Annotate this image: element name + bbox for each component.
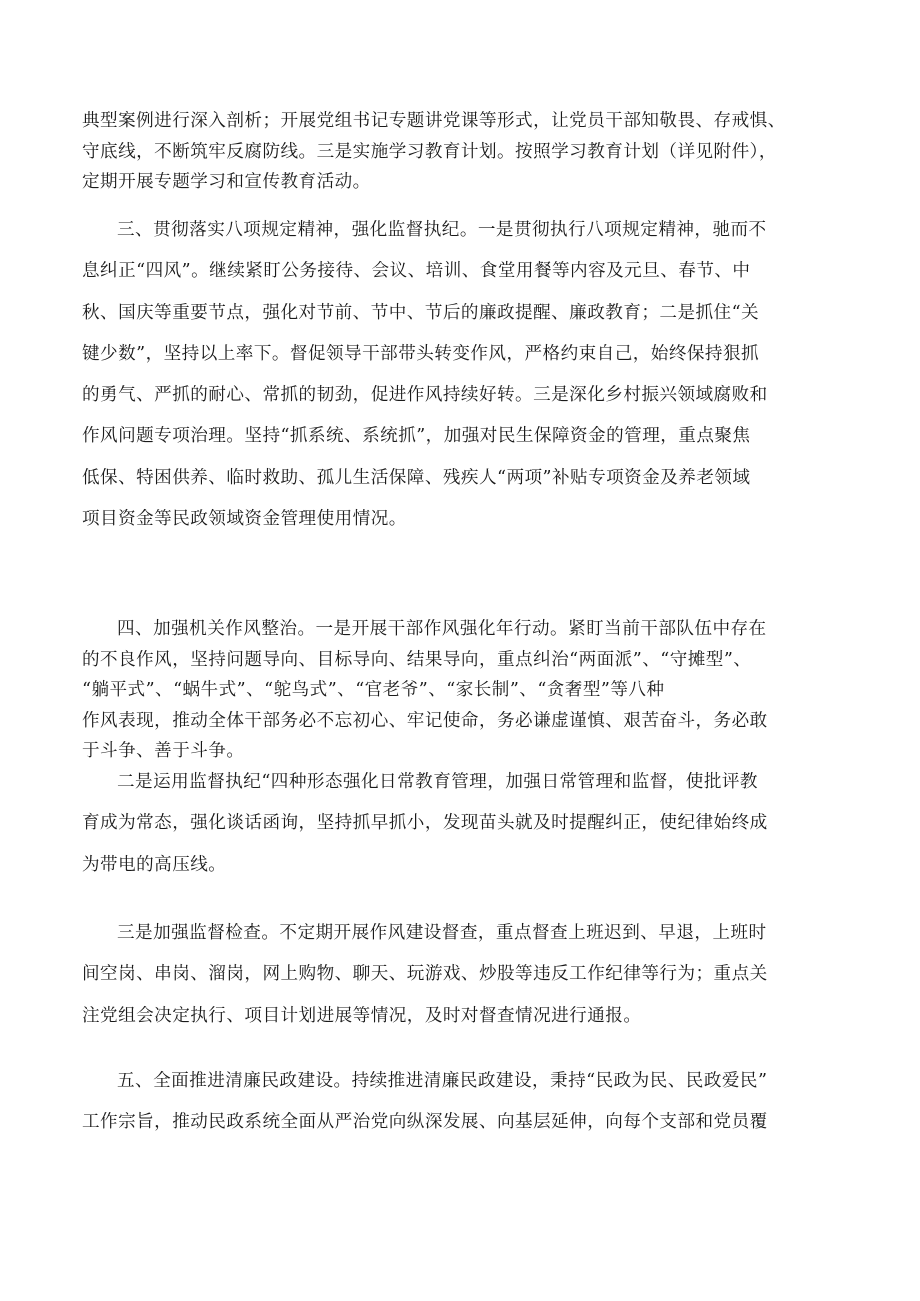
paragraph-line: 的不良作风，坚持问题导向、目标导向、结果导向，重点纠治“两面派”、“守摊型”、 (82, 649, 752, 670)
paragraph-line: 四、加强机关作风整治。一是开展干部作风强化年行动。紧盯当前干部队伍中存在 (117, 619, 767, 639)
paragraph-line: 二是运用监督执纪“四种形态强化日常教育管理，加强日常管理和监督，使批评教 (117, 772, 758, 792)
paragraph-line: 为带电的高压线。 (82, 854, 227, 875)
paragraph-line: 典型案例进行深入剖析；开展党组书记专题讲党课等形式，让党员干部知敬畏、存戒惧、 (82, 111, 786, 131)
paragraph-line: 息纠正“四风”。继续紧盯公务接待、会议、培训、食堂用餐等内容及元旦、春节、中 (82, 261, 751, 282)
paragraph-line: 秋、国庆等重要节点，强化对节前、节中、节后的廉政提醒、廉政教育；二是抓住“关 (82, 302, 760, 323)
paragraph-line: 育成为常态，强化谈话函询，坚持抓早抓小，发现苗头就及时提醒纠正，使纪律始终成 (82, 813, 768, 834)
paragraph-line: 定期开展专题学习和宣传教育活动。 (82, 172, 371, 192)
paragraph-section-5 (82, 1061, 842, 1144)
paragraph-line: 项目资金等民政领域资金管理使用情况。 (82, 509, 407, 530)
paragraph-line: 作风表现，推动全体干部务必不忘初心、牢记使命，务必谦虚谨慎、艰苦奋斗，务必敢 (82, 710, 768, 731)
paragraph-line: 作风问题专项治理。坚持“抓系统、系统抓”，加强对民生保障资金的管理，重点聚焦 (82, 426, 751, 447)
paragraph-line: 五、全面推进清廉民政建设。持续推进清廉民政建设，秉持“民政为民、民政爱民” (117, 1071, 768, 1091)
paragraph-line: 于斗争、善于斗争。 (82, 741, 245, 761)
paragraph-item-3 (82, 913, 842, 1037)
paragraph-line: 三是加强监督检查。不定期开展作风建设督查，重点督查上班迟到、早退，上班时 (117, 923, 767, 943)
paragraph-line: 的勇气、严抓的耐心、常抓的韧劲，促进作风持续好转。三是深化乡村振兴领域腐败和 (82, 385, 768, 406)
paragraph-line: 注党组会决定执行、项目计划进展等情况，及时对督查情况进行通报。 (82, 1005, 642, 1026)
paragraph-line: 低保、特困供养、临时救助、孤儿生活保障、残疾人“两项”补贴专项资金及养老领域 (82, 467, 751, 488)
paragraph-item-2 (82, 762, 842, 886)
paragraph-line: 间空岗、串岗、溜岗，网上购物、聊天、玩游戏、炒股等违反工作纪律等行为；重点关 (82, 964, 768, 985)
paragraph-section-3 (82, 210, 842, 540)
paragraph-line: 守底线，不断筑牢反腐防线。三是实施学习教育计划。按照学习教育计划（详见附件）， (82, 141, 777, 162)
paragraph-line: “躺平式”、“蜗牛式”、“鸵鸟式”、“官老爷”、“家长制”、“贪奢型”等八种 (82, 680, 665, 700)
paragraph-section-4 (82, 614, 842, 767)
paragraph-line: 键少数”，坚持以上率下。督促领导干部带头转变作风，严格约束自己，始终保持狠抓 (82, 343, 760, 364)
paragraph-line: 工作宗旨，推动民政系统全面从严治党向纵深发展、向基层延伸，向每个支部和党员覆 (82, 1112, 768, 1133)
paragraph-1 (82, 106, 842, 198)
paragraph-line: 三、贯彻落实八项规定精神，强化监督执纪。一是贯彻执行八项规定精神，驰而不 (117, 220, 767, 240)
